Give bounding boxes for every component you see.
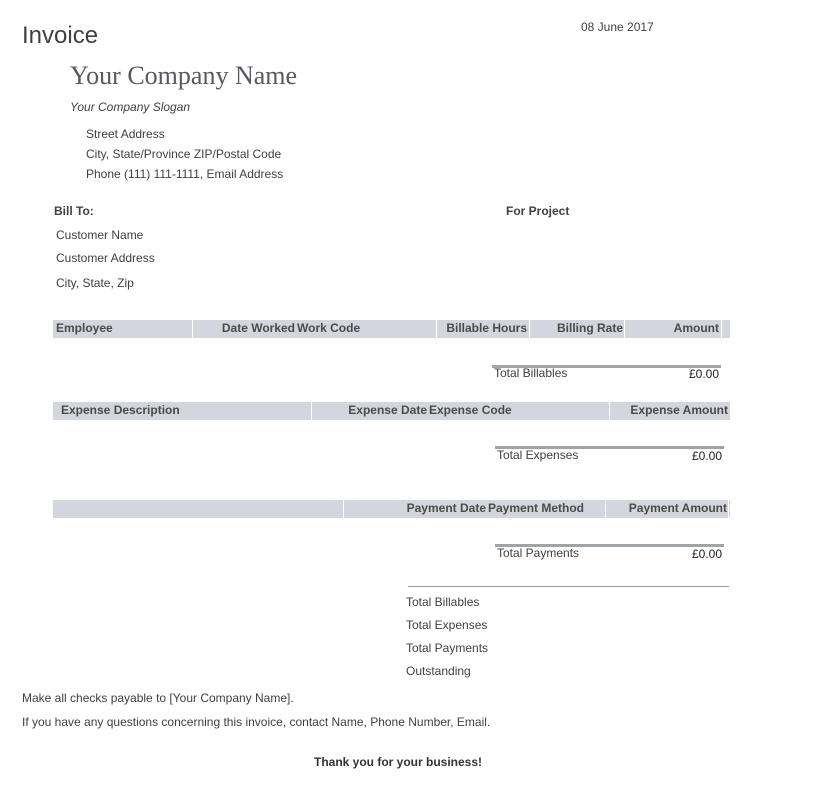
customer-address: Customer Address bbox=[56, 251, 155, 265]
total-expenses-value: £0.00 bbox=[691, 449, 722, 463]
company-city-state-zip: City, State/Province ZIP/Postal Code bbox=[86, 147, 282, 161]
customer-name: Customer Name bbox=[56, 228, 144, 242]
total-billables-value: £0.00 bbox=[688, 367, 719, 381]
contact-note: If you have any questions concerning this invoice, contact Name, Phone Number, Email. bbox=[22, 715, 491, 729]
company-street-address: Street Address bbox=[86, 127, 165, 141]
column-expense-description: Expense Description bbox=[61, 403, 180, 417]
for-project-label: For Project bbox=[506, 204, 570, 218]
summary-total-payments: Total Payments bbox=[406, 641, 489, 655]
billables-table-header bbox=[53, 320, 730, 338]
column-employee: Employee bbox=[56, 321, 113, 335]
customer-city-state-zip: City, State, Zip bbox=[56, 276, 134, 290]
column-billable-hours: Billable Hours bbox=[446, 321, 527, 335]
column-expense-date: Expense Date bbox=[348, 403, 427, 417]
summary-total-billables: Total Billables bbox=[406, 595, 480, 609]
column-expense-code: Expense Code bbox=[429, 403, 512, 417]
bill-to-label: Bill To: bbox=[54, 204, 94, 218]
summary-total-expenses: Total Expenses bbox=[406, 618, 488, 632]
total-payments-value: £0.00 bbox=[691, 547, 722, 561]
invoice-title: Invoice bbox=[22, 22, 99, 49]
column-work-code: Work Code bbox=[297, 321, 361, 335]
column-payment-date: Payment Date bbox=[406, 501, 486, 515]
column-amount: Amount bbox=[673, 321, 719, 335]
column-expense-amount: Expense Amount bbox=[630, 403, 728, 417]
total-expenses-label: Total Expenses bbox=[497, 448, 579, 462]
company-name: Your Company Name bbox=[70, 61, 298, 90]
column-billing-rate: Billing Rate bbox=[556, 321, 623, 335]
summary-rule bbox=[408, 586, 729, 587]
column-date-worked: Date Worked bbox=[221, 321, 295, 335]
total-payments-label: Total Payments bbox=[497, 546, 580, 560]
summary-outstanding: Outstanding bbox=[406, 664, 471, 678]
column-payment-amount: Payment Amount bbox=[628, 501, 727, 515]
invoice-date: 08 June 2017 bbox=[581, 20, 654, 34]
payments-table-header bbox=[53, 500, 730, 518]
thank-you-message: Thank you for your business! bbox=[314, 755, 483, 769]
company-slogan: Your Company Slogan bbox=[70, 100, 191, 114]
checks-payable-note: Make all checks payable to [Your Company Name]. bbox=[22, 691, 294, 705]
company-phone-email: Phone (111) 111-1111, Email Address bbox=[86, 167, 284, 181]
expenses-table-header bbox=[53, 402, 730, 420]
column-payment-method: Payment Method bbox=[488, 501, 585, 515]
total-billables-label: Total Billables bbox=[494, 366, 568, 380]
